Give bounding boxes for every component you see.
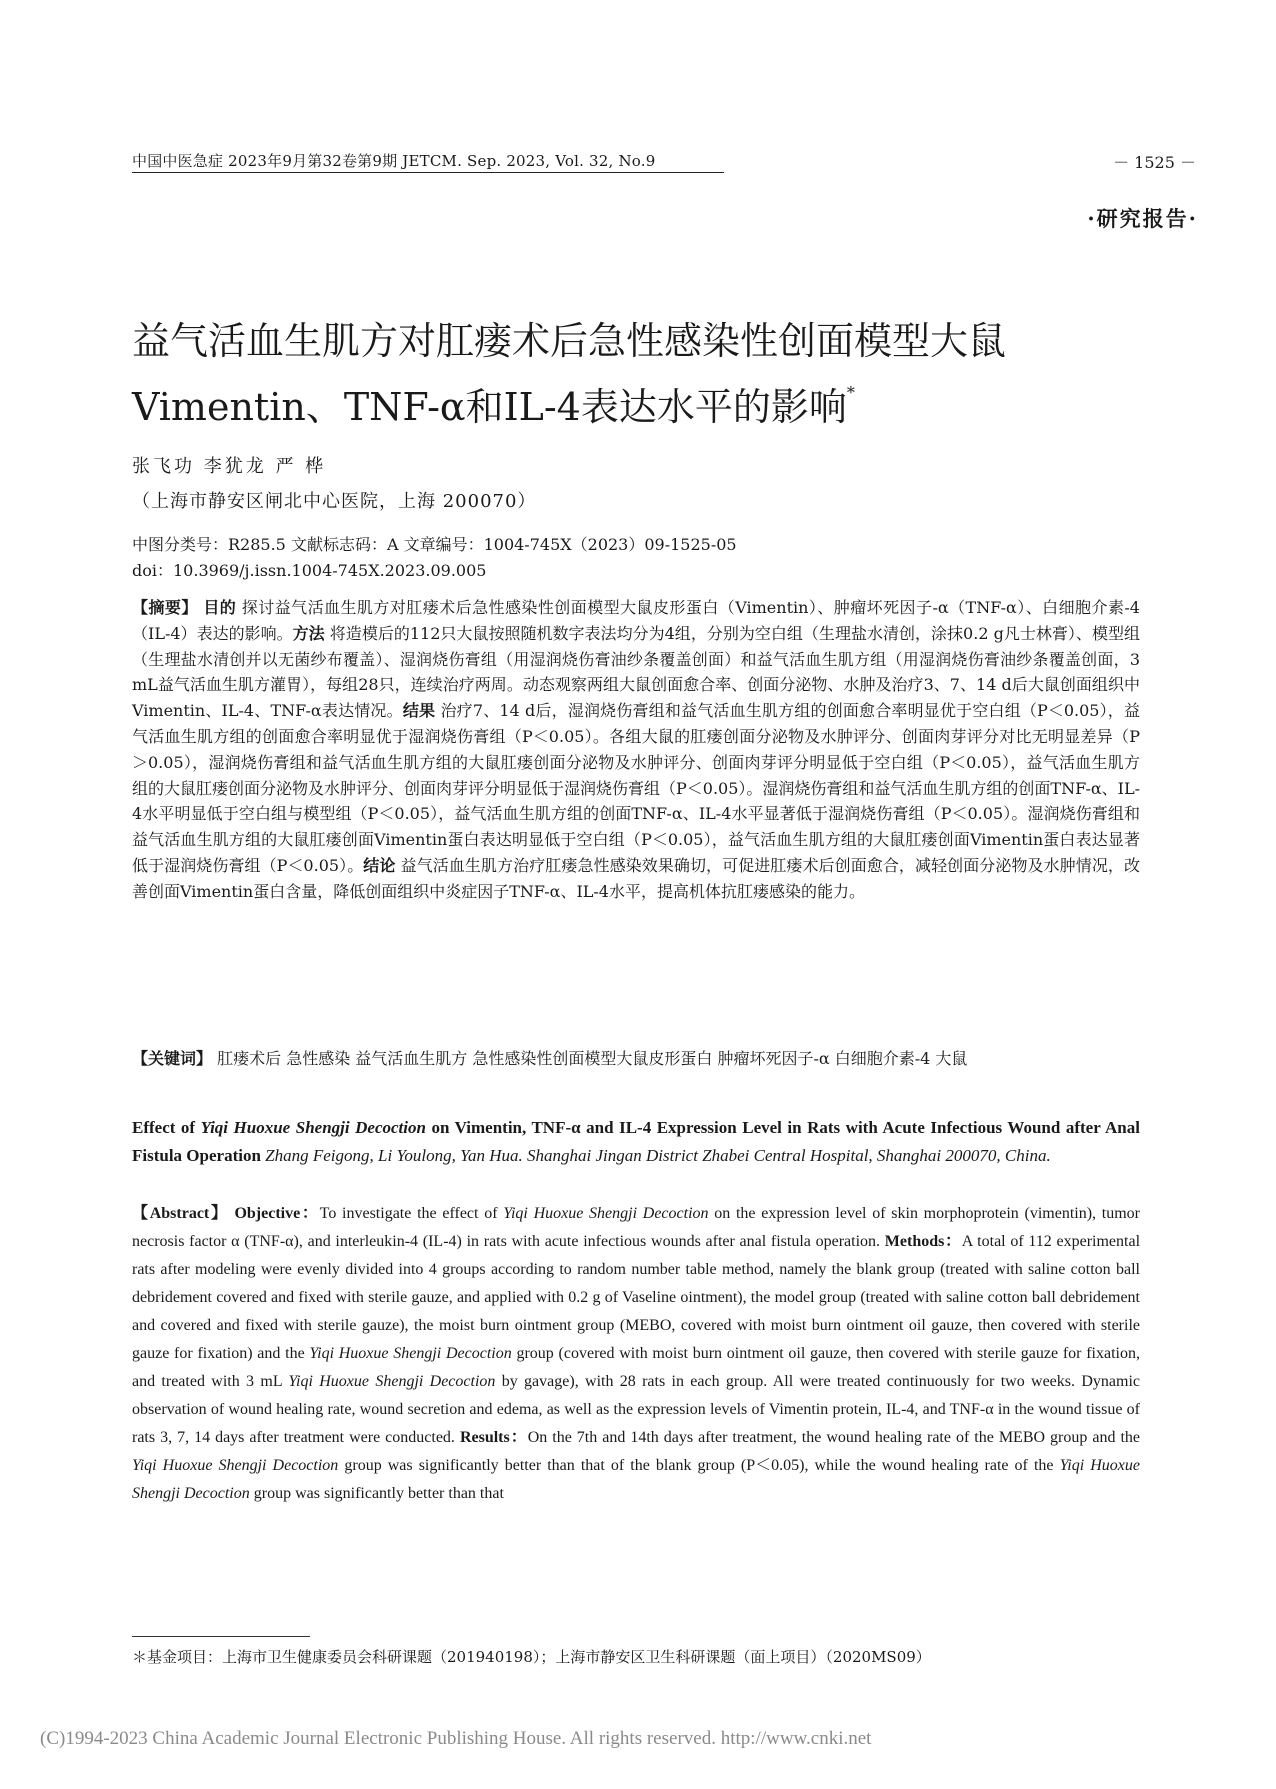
results-text-3: group was significantly better than that: [249, 1485, 504, 1502]
abstract-en-label: 【Abstract】: [132, 1205, 229, 1222]
keywords-text: 肛瘘术后 急性感染 益气活血生肌方 急性感染性创面模型大鼠皮形蛋白 肿瘤坏死因子-α 白细胞介素-4 大鼠: [217, 1049, 968, 1068]
footnote-rule: [132, 1636, 310, 1637]
english-title-b: on Vimentin, TNF-α and IL-4 Expression Level in Rats with Acute Infectious Wound after Anal Fistula Operation: [132, 1118, 1140, 1165]
english-authors-affiliation: Zhang Feigong, Li Youlong, Yan Hua. Shanghai Jingan District Zhabei Central Hospital, Shanghai 200070, China.: [260, 1146, 1051, 1165]
funding-footnote: ＊基金项目：上海市卫生健康委员会科研课题（201940198）；上海市静安区卫生科研课题（面上项目）（2020MS09）: [132, 1648, 931, 1666]
conclusion-text: 益气活血生肌方治疗肛瘘急性感染效果确切，可促进肛瘘术后创面愈合，减轻创面分泌物及水肿情况，改善创面Vimentin蛋白含量，降低创面组织中炎症因子TNF-α、IL-4水平，提高机体抗肛瘘感染的能力。: [132, 855, 1140, 901]
classification-info: 中图分类号：R285.5 文献标志码：A 文章编号：1004-745X（2023）09-1525-05: [132, 535, 737, 554]
results-text-1: On the 7th and 14th days after treatment, the wound healing rate of the MEBO group and the: [527, 1429, 1141, 1446]
results-text-2: group was significantly better than that of the blank group (P＜0.05), while the wound healing rate of the: [338, 1457, 1060, 1474]
drug-name: Yiqi Huoxue Shengji Decoction: [132, 1457, 339, 1474]
authors: 张飞功 李犹龙 严 桦: [132, 456, 327, 477]
result-text: 治疗7、14 d后，湿润烧伤膏组和益气活血生肌方组的创面愈合率明显优于空白组（P＜0.05），益气活血生肌方组的创面愈合率明显优于湿润烧伤膏组（P＜0.05）。各组大鼠的肛瘘创面分泌物及水肿评分、创面肉芽评分对比无明显差异（P＞0.05），湿润烧伤膏组和益气活血生肌方组的大鼠肛瘘创面分泌物及水肿评分、创面肉芽评分明显低于空白组（P＜0.05），益气活血生肌方组的大鼠肛瘘创面分泌物及水肿评分、创面肉芽评分明显低于湿润烧伤膏组（P＜0.05）。湿润烧伤膏组和益气活血生肌方组的创面TNF-α、IL-4水平明显低于空白组与模型组（P＜0.05），益气活血生肌方组的创面TNF-α、IL-4水平显著低于湿润烧伤膏组（P＜0.05）。湿润烧伤膏组和益气活血生肌方组的大鼠肛瘘创面Vimentin蛋白表达明显低于空白组（P＜0.05），益气活血生肌方组的大鼠肛瘘创面Vimentin蛋白表达显著低于湿润烧伤膏组（P＜0.05）。: [132, 701, 1141, 875]
abstract-cn: [132, 595, 1140, 905]
copyright-watermark: (C)1994-2023 China Academic Journal Electronic Publishing House. All rights reserved. http://www.cnki.net: [40, 1728, 872, 1749]
english-title-block: [132, 1114, 1140, 1170]
drug-name: Yiqi Huoxue Shengji Decoction: [288, 1373, 496, 1390]
doi[interactable]: doi：10.3969/j.issn.1004-745X.2023.09.005: [132, 561, 487, 580]
abstract-cn-label: 【摘要】: [132, 598, 198, 617]
keywords-label: 【关键词】: [132, 1049, 213, 1068]
keywords-cn: [132, 1046, 1140, 1072]
drug-name: Yiqi Huoxue Shengji Decoction: [503, 1205, 709, 1222]
drug-name: Yiqi Huoxue Shengji Decoction: [132, 1457, 1141, 1502]
article-title: [132, 315, 1142, 433]
affiliation: （上海市静安区闸北中心医院，上海 200070）: [132, 491, 537, 512]
results-label: Results：: [459, 1429, 528, 1446]
methods-text-1: A total of 112 experimental rats after modeling were evenly divided into 4 groups according to random number table method, namely the blank group (treated with saline cotton ball debridement covered and fixed with sterile gauze, and applied with 0.2 g of Vaseline ointment), the model group (treated with saline cotton ball debridement and covered and fixed with sterile gauze), the moist burn ointment group (MEBO, covered with moist burn ointment oil gauze, then covered with sterile gauze for fixation) and the: [132, 1233, 1141, 1362]
conclusion-label: 结论: [363, 855, 396, 875]
english-title-a: Effect of: [132, 1118, 201, 1137]
method-label: 方法: [292, 623, 325, 643]
methods-text-3: by gavage), with 28 rats in each group. All were treated continuously for two weeks. Dynamic observation of wound healing rate, wound secretion and edema, as well as the expression levels of Vimentin protein, IL-4, and TNF-α in the wound tissue of rats 3, 7, 14 days after treatment were conducted.: [132, 1373, 1140, 1446]
running-head: 中国中医急症 2023年9月第32卷第9期 JETCM. Sep. 2023, Vol. 32, No.9: [132, 152, 656, 170]
abstract-en: [132, 1200, 1140, 1508]
methods-text-2: group (covered with moist burn ointment oil gauze, then covered with sterile gauze for fixation, and treated with 3 mL: [132, 1345, 1140, 1390]
page-number: － 1525 －: [1113, 153, 1196, 172]
objective-text-1: To investigate the effect of: [319, 1205, 504, 1222]
objective-text-2: on the expression level of skin morphoprotein (vimentin), tumor necrosis factor α (TNF-α), and interleukin-4 (IL-4) in rats with acute infectious wounds after anal fistula operation.: [132, 1205, 1140, 1250]
result-label: 结果: [402, 701, 436, 721]
methods-label: Methods：: [884, 1233, 962, 1250]
title-footnote-mark: *: [846, 383, 855, 402]
objective-label: Objective：: [234, 1205, 320, 1222]
purpose-label: 目的: [203, 598, 237, 617]
title-text: 益气活血生肌方对肛瘘术后急性感染性创面模型大鼠Vimentin、TNF-α和IL-4表达水平的影响: [132, 319, 1007, 429]
section-label: ·研究报告·: [1087, 206, 1198, 231]
english-title-drug: Yiqi Huoxue Shengji Decoction: [200, 1118, 426, 1137]
purpose-text: 探讨益气活血生肌方对肛瘘术后急性感染性创面模型大鼠皮形蛋白（Vimentin）、肿瘤坏死因子-α（TNF-α）、白细胞介素-4（IL-4）表达的影响。: [132, 598, 1140, 643]
method-text: 将造模后的112只大鼠按照随机数字表法均分为4组，分别为空白组（生理盐水清创，涂抹0.2 g凡士林膏）、模型组（生理盐水清创并以无菌纱布覆盖）、湿润烧伤膏组（用湿润烧伤膏油纱条覆盖创面）和益气活血生肌方组（用湿润烧伤膏油纱条覆盖创面，3 mL益气活血生肌方灌胃），每组28只，连续治疗两周。动态观察两组大鼠创面愈合率、创面分泌物、水肿及治疗3、7、14 d后大鼠创面组织中Vimentin、IL-4、TNF-α表达情况。: [132, 623, 1140, 721]
drug-name: Yiqi Huoxue Shengji Decoction: [309, 1345, 512, 1362]
header-rule: [132, 172, 724, 173]
